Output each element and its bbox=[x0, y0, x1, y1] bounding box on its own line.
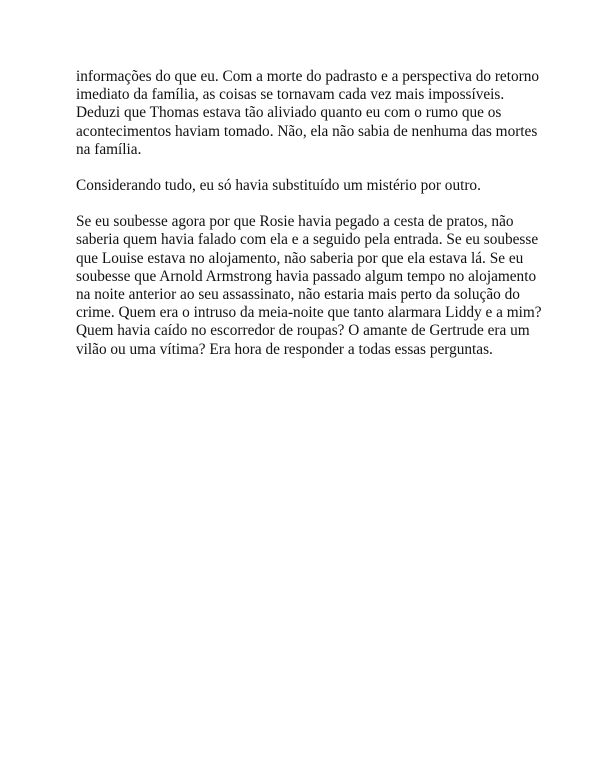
paragraph-3 bbox=[76, 213, 546, 359]
text-line: informações do que eu. Com a morte do padrasto e a perspectiva do retorno bbox=[76, 68, 539, 85]
text-line: crime. Quem era o intruso da meia-noite que tanto alarmara Liddy e a mim? bbox=[76, 304, 542, 322]
text-line: Se eu soubesse agora por que Rosie havia pegado a cesta de pratos, não bbox=[76, 213, 514, 231]
text-line: saberia quem havia falado com ela e a seguido pela entrada. Se eu soubesse bbox=[76, 231, 539, 249]
paragraph-1 bbox=[76, 68, 546, 159]
text-line: imediato da família, as coisas se tornavam cada vez mais impossíveis. bbox=[76, 86, 505, 104]
text-line: Considerando tudo, eu só havia substituído um mistério por outro. bbox=[76, 177, 481, 195]
body-text bbox=[76, 68, 546, 377]
text-line: vilão ou uma vítima? Era hora de responder a todas essas perguntas. bbox=[76, 340, 493, 358]
text-line: na noite anterior ao seu assassinato, não estaria mais perto da solução do bbox=[76, 286, 520, 304]
text-line: que Louise estava no alojamento, não saberia por que ela estava lá. Se eu bbox=[76, 249, 524, 267]
text-line: Deduzi que Thomas estava tão aliviado quanto eu com o rumo que os bbox=[76, 104, 502, 122]
paragraph-2 bbox=[76, 177, 546, 195]
text-line: acontecimentos haviam tomado. Não, ela não sabia de nenhuma das mortes bbox=[76, 122, 538, 140]
text-line: soubesse que Arnold Armstrong havia passado algum tempo no alojamento bbox=[76, 267, 537, 285]
text-line: Quem havia caído no escorredor de roupas? O amante de Gertrude era um bbox=[76, 322, 530, 340]
text-line: na família. bbox=[76, 140, 142, 158]
